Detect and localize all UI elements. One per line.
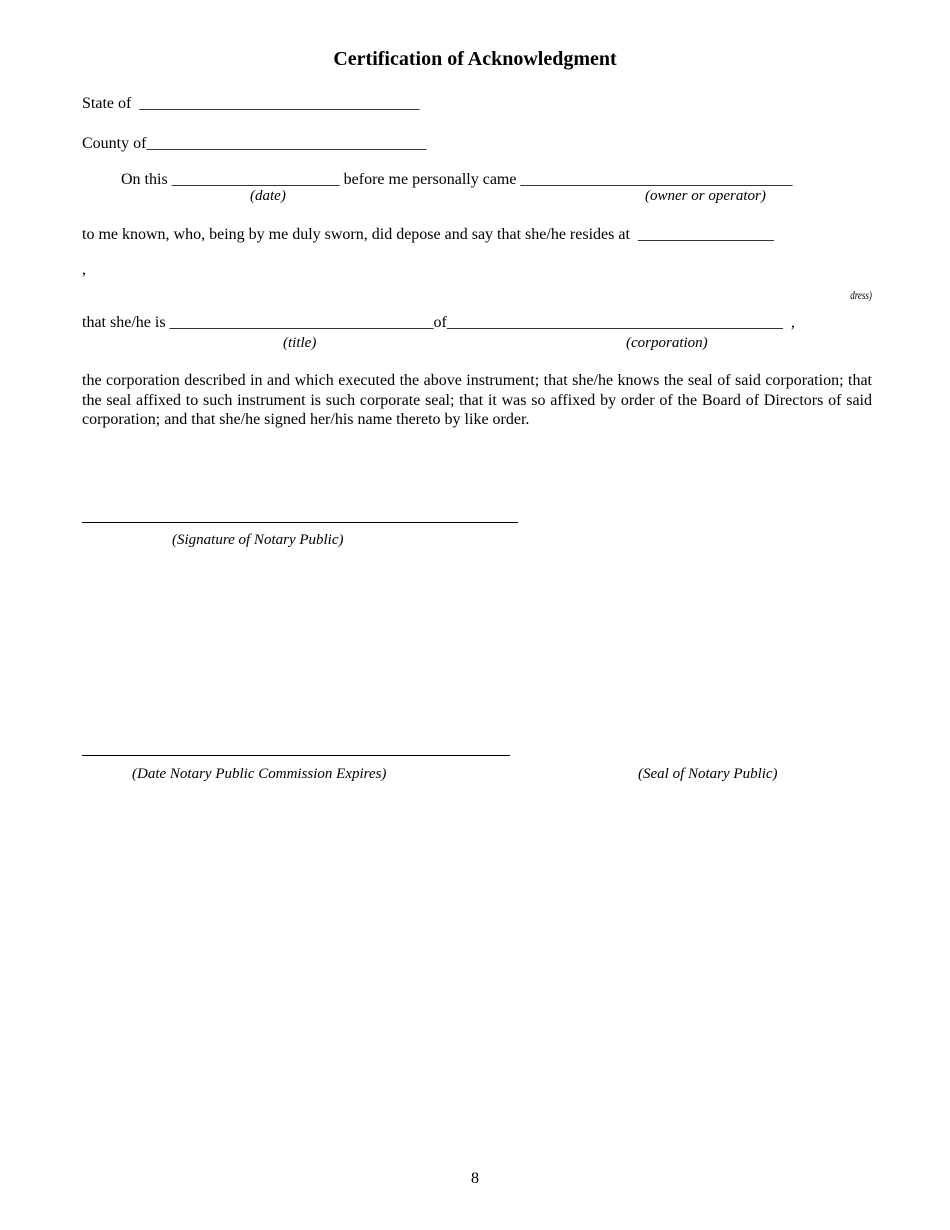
title-caption: (title) <box>283 335 317 351</box>
body-paragraph: the corporation described in and which executed the above instrument; that she/he knows the seal of said corporation; that the seal affixed to such instrument is such corporate seal; that it was so affixed by order of the Board of Directors of said corporation; and that she/he signed her/his name thereto by like order. <box>82 372 872 428</box>
address-caption: dress) <box>850 288 872 302</box>
residence-continuation: , <box>82 261 86 278</box>
title-corporation-line[interactable]: that she/he is _________________________________of__________________________________________ , <box>82 314 795 331</box>
commission-caption: (Date Notary Public Commission Expires) <box>132 766 387 782</box>
county-field[interactable]: County of___________________________________ <box>82 135 427 152</box>
residence-line[interactable]: to me known, who, being by me duly sworn, did depose and say that she/he resides at _________________ <box>82 226 774 243</box>
commission-date-line[interactable] <box>82 755 510 756</box>
date-caption: (date) <box>250 188 286 204</box>
page-title: Certification of Acknowledgment <box>333 48 617 70</box>
state-field[interactable]: State of ___________________________________ <box>82 95 420 112</box>
date-and-owner-line[interactable]: On this _____________________ before me personally came __________________________________ <box>121 171 793 188</box>
signature-caption: (Signature of Notary Public) <box>172 532 344 548</box>
page-number: 8 <box>471 1170 479 1187</box>
signature-line[interactable] <box>82 522 518 523</box>
corporation-caption: (corporation) <box>626 335 708 351</box>
owner-caption: (owner or operator) <box>645 188 766 204</box>
seal-caption: (Seal of Notary Public) <box>638 766 778 782</box>
